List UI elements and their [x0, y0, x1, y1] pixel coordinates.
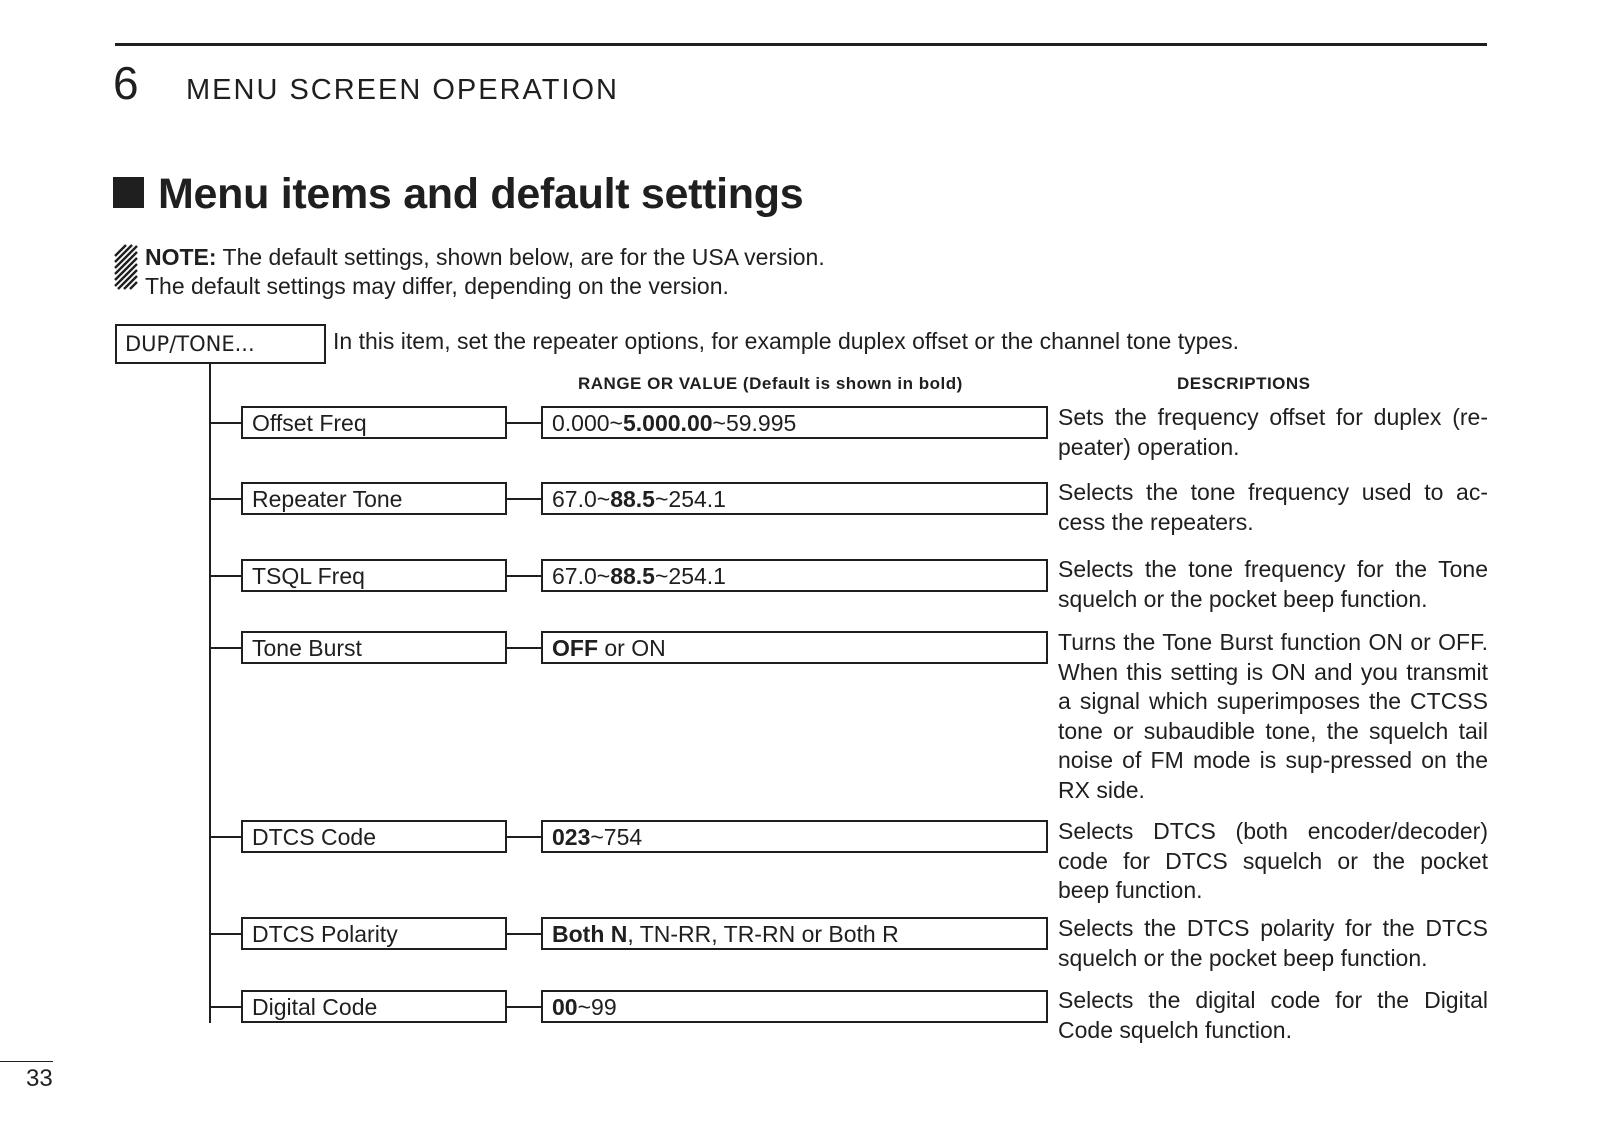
tree-branch-line	[209, 1006, 241, 1008]
value-suffix: ~254.1	[654, 563, 726, 589]
menu-item-name: DTCS Code	[241, 820, 507, 853]
connector-line	[507, 933, 541, 935]
menu-item-name: Tone Burst	[241, 631, 507, 664]
menu-item-name: Repeater Tone	[241, 482, 507, 515]
menu-item-description: Selects the tone frequency used to ac-cess the repeaters.	[1058, 479, 1488, 535]
menu-item-description: Selects the digital code for the Digital Code squelch function.	[1058, 987, 1488, 1043]
menu-item-value	[541, 990, 1048, 1023]
menu-item-value	[541, 559, 1048, 592]
value-suffix: ~59.995	[712, 410, 797, 436]
menu-item-name: Offset Freq	[241, 406, 507, 439]
tree-branch-line	[209, 933, 241, 935]
value-default: 00	[552, 994, 578, 1020]
menu-item-value	[541, 917, 1048, 950]
value-default: 5.000.00	[623, 410, 713, 436]
tree-branch-line	[209, 498, 241, 500]
range-header-text: RANGE OR VALUE	[578, 374, 738, 393]
value-default: 88.5	[610, 563, 655, 589]
square-bullet-icon	[113, 177, 144, 208]
tree-trunk-line	[209, 362, 211, 1023]
value-default: OFF	[552, 635, 598, 661]
value-default: Both N	[552, 921, 628, 947]
value-prefix: 0.000~	[552, 410, 623, 436]
note-label: NOTE:	[145, 244, 217, 270]
note-line-1	[145, 243, 825, 271]
connector-line	[507, 575, 541, 577]
connector-line	[507, 1006, 541, 1008]
menu-item-description: Selects the DTCS polarity for the DTCS squelch or the pocket beep function.	[1058, 915, 1488, 971]
connector-line	[507, 422, 541, 424]
dup-tone-description: In this item, set the repeater options, for example duplex offset or the channel tone types.	[333, 328, 1240, 354]
page-number: 33	[26, 1065, 53, 1092]
section-title	[113, 168, 803, 220]
range-header-note: (Default is shown in bold)	[737, 374, 963, 393]
value-default: 023	[552, 824, 591, 850]
tree-branch-line	[209, 836, 241, 838]
value-suffix: or ON	[598, 635, 666, 661]
menu-item-description: Selects the tone frequency for the Tone squelch or the pocket beep function.	[1058, 556, 1488, 612]
value-suffix: ~99	[577, 994, 617, 1020]
menu-item-name: Digital Code	[241, 990, 507, 1023]
range-column-header	[578, 373, 963, 395]
connector-line	[507, 498, 541, 500]
chapter-title: MENU SCREEN OPERATION	[186, 74, 620, 106]
note-text-1: The default settings, shown below, are for the USA version.	[216, 244, 825, 270]
value-suffix: , TN-RR, TR-RN or Both R	[627, 921, 899, 947]
page-number-rule	[0, 1061, 53, 1062]
value-suffix: ~254.1	[654, 486, 726, 512]
connector-line	[507, 836, 541, 838]
tree-branch-line	[209, 575, 241, 577]
descriptions-column-header: DESCRIPTIONS	[1177, 374, 1311, 393]
menu-item-description: Turns the Tone Burst function ON or OFF. When this setting is ON and you transmit a signal which superimposes the CTCSS tone or subaudible tone, the squelch tail noise of FM mode is sup-pressed on the RX side.	[1058, 629, 1488, 803]
section-title-text: Menu items and default settings	[158, 170, 804, 218]
value-prefix: 67.0~	[552, 486, 611, 512]
value-prefix: 67.0~	[552, 563, 611, 589]
value-suffix: ~754	[590, 824, 643, 850]
tree-branch-line	[209, 422, 241, 424]
chapter-number: 6	[113, 57, 139, 109]
tree-branch-line	[209, 647, 241, 649]
note-hatch-icon	[114, 244, 138, 292]
connector-line	[507, 647, 541, 649]
dup-tone-menu-box: DUP/TONE...	[115, 324, 326, 364]
header-rule	[115, 43, 1487, 46]
menu-item-description: Selects DTCS (both encoder/decoder) code for DTCS squelch or the pocket beep function.	[1058, 818, 1488, 903]
menu-item-value	[541, 631, 1048, 664]
value-default: 88.5	[610, 486, 655, 512]
menu-item-description: Sets the frequency offset for duplex (re-peater) operation.	[1058, 404, 1488, 460]
menu-item-value	[541, 820, 1048, 853]
menu-item-name: DTCS Polarity	[241, 917, 507, 950]
note-line-2: The default settings may differ, depending on the version.	[145, 273, 729, 299]
menu-item-name: TSQL Freq	[241, 559, 507, 592]
menu-item-value	[541, 482, 1048, 515]
menu-item-value	[541, 406, 1048, 439]
